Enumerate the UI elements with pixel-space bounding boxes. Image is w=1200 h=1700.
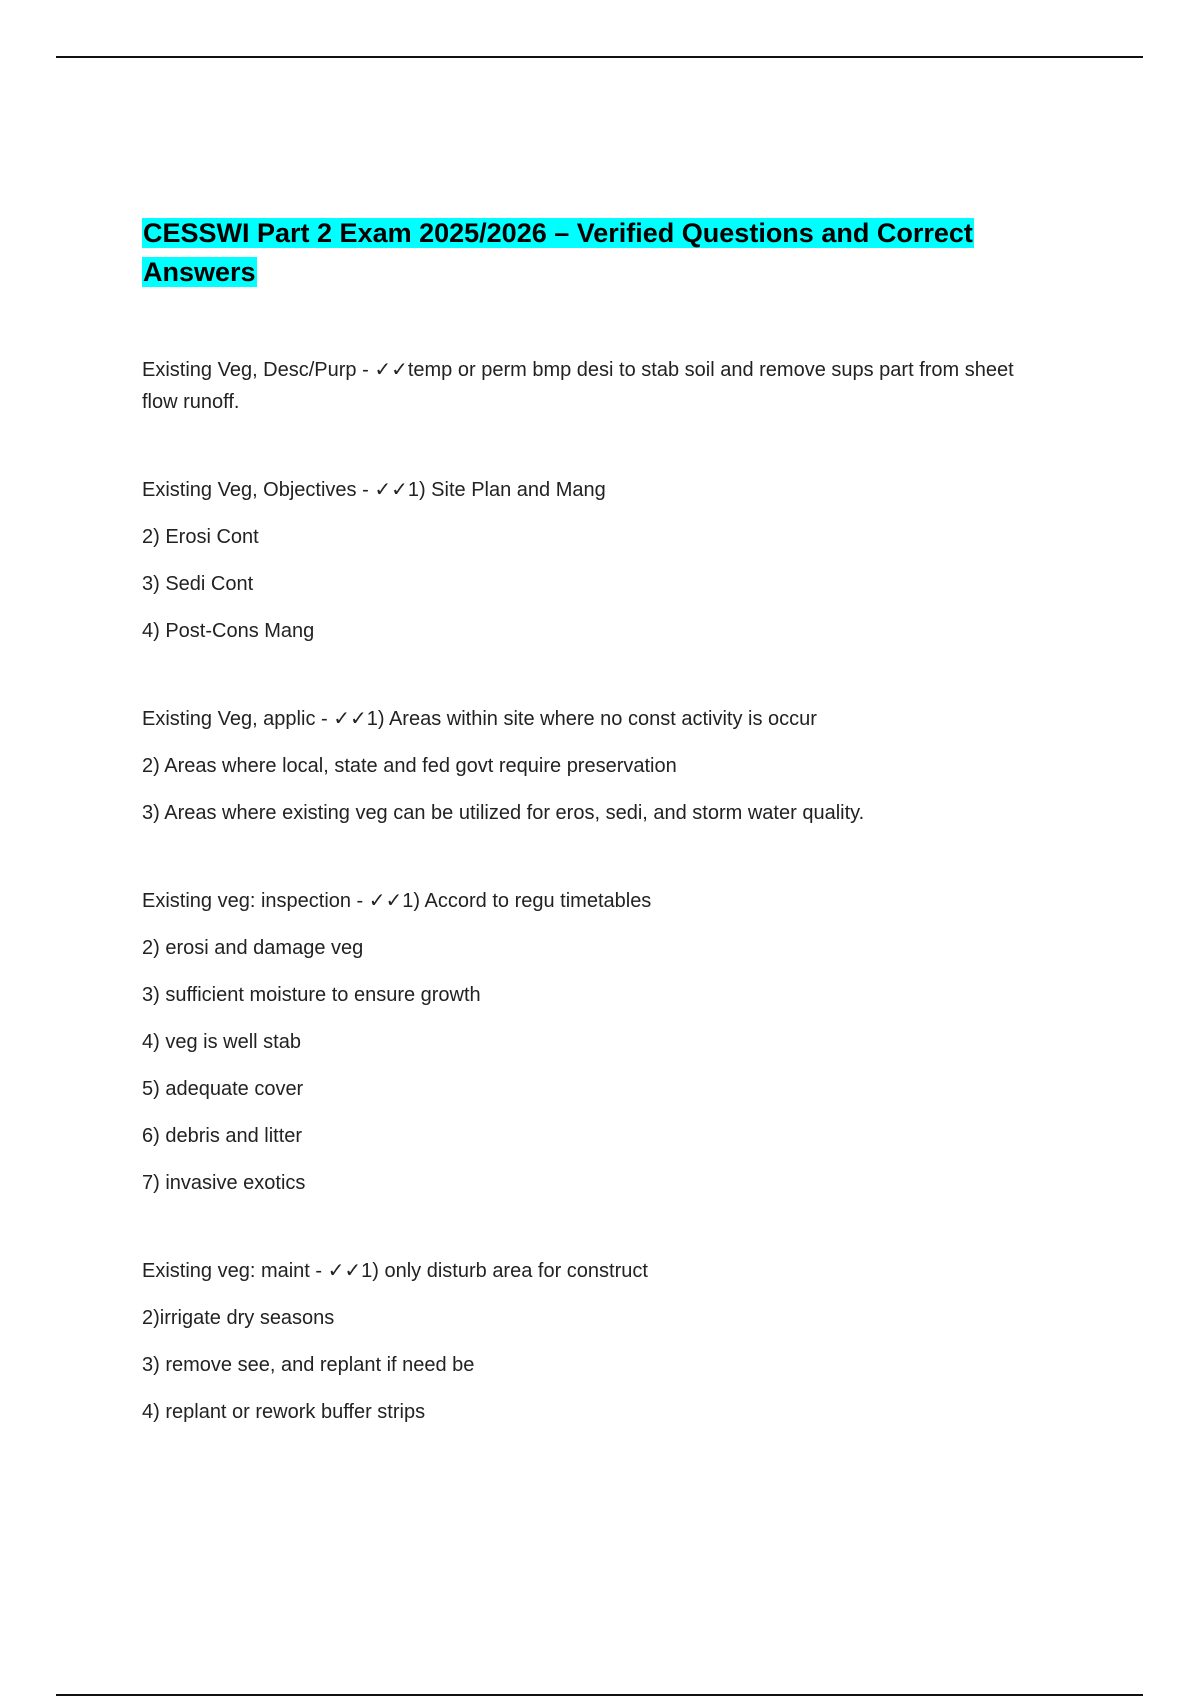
double-check-icon: ✓✓: [368, 888, 403, 912]
double-check-icon: ✓✓: [374, 357, 408, 381]
qa-answer-line: 3) sufficient moisture to ensure growth: [142, 984, 481, 1006]
qa-answer-line: 4) replant or rework buffer strips: [142, 1401, 426, 1423]
double-check-icon: ✓✓: [333, 706, 367, 730]
qa-question-line: [142, 884, 1042, 917]
qa-entry: [142, 473, 1042, 647]
qa-answer: 1) Site Plan and Mang: [407, 479, 606, 501]
qa-question-line: [142, 473, 1042, 506]
qa-entry: [142, 1254, 1042, 1428]
qa-answer-line: 3) remove see, and replant if need be: [142, 1354, 475, 1376]
qa-answer: temp or perm bmp desi to stab soil and remove sups part from sheet flow runoff.: [142, 359, 1014, 413]
qa-answer-line: 2) erosi and damage veg: [142, 937, 364, 959]
qa-answer-line: 2) Erosi Cont: [142, 526, 259, 548]
qa-answer-line: 4) veg is well stab: [142, 1031, 301, 1053]
qa-question-line: [142, 353, 1042, 418]
qa-term: Existing Veg, Objectives -: [142, 479, 375, 501]
qa-answer-line: 3) Areas where existing veg can be utilized for eros, sedi, and storm water quality.: [142, 802, 865, 824]
qa-term: Existing veg: maint -: [142, 1260, 328, 1282]
double-check-icon: ✓✓: [374, 477, 408, 501]
top-rule: [56, 56, 1143, 58]
document-title: [142, 214, 1042, 292]
qa-question-line: [142, 702, 1042, 735]
bottom-rule: [56, 1694, 1143, 1696]
double-check-icon: ✓✓: [327, 1258, 362, 1282]
qa-question-line: [142, 1254, 1042, 1287]
qa-answer-line: 2)irrigate dry seasons: [142, 1307, 335, 1329]
qa-entry: [142, 353, 1042, 418]
qa-entry: [142, 702, 1042, 829]
document-title-highlight: CESSWI Part 2 Exam 2025/2026 – Verified Questions and Correct Answers: [143, 218, 973, 287]
document-body: [142, 214, 1042, 1428]
qa-answer-line: 6) debris and litter: [142, 1125, 303, 1147]
qa-entry: [142, 884, 1042, 1199]
qa-term: Existing Veg, applic -: [142, 708, 334, 730]
qa-answer: 1) only disturb area for construct: [361, 1260, 648, 1282]
qa-answer-line: 2) Areas where local, state and fed govt require preservation: [142, 755, 677, 777]
qa-answer-line: 5) adequate cover: [142, 1078, 304, 1100]
qa-answer: 1) Areas within site where no const activity is occur: [366, 708, 817, 730]
qa-answer-line: 4) Post-Cons Mang: [142, 620, 315, 642]
qa-answer: 1) Accord to regu timetables: [402, 890, 652, 912]
qa-term: Existing Veg, Desc/Purp -: [142, 359, 375, 381]
qa-answer-line: 3) Sedi Cont: [142, 573, 254, 595]
qa-answer-line: 7) invasive exotics: [142, 1172, 306, 1194]
qa-term: Existing veg: inspection -: [142, 890, 369, 912]
